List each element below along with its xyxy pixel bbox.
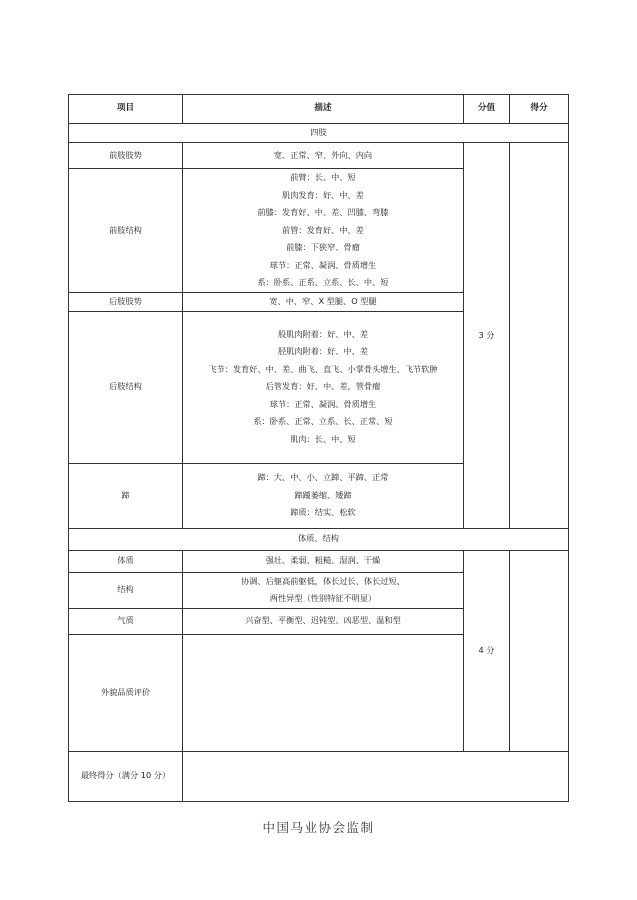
- row-description: [183, 311, 464, 463]
- final-score-row: [69, 751, 569, 801]
- description-line: 股肌肉附着：好、中、差: [277, 328, 369, 339]
- section-row: [69, 124, 569, 143]
- row-description: [183, 463, 464, 528]
- row-description: [183, 169, 464, 293]
- row-item: 气质: [69, 608, 183, 634]
- header-item: 项目: [69, 95, 183, 124]
- description-line: 飞节：发育好、中、差、曲飞、直飞、小掌骨头增生、飞节软肿: [208, 363, 438, 374]
- description-line: 后管发育：好、中、差，管骨瘤: [265, 381, 381, 392]
- evaluation-table: [68, 94, 569, 802]
- final-score-label: 最终得分（满分 10 分）: [69, 751, 183, 801]
- row-description: [183, 572, 464, 608]
- description-line: 宽、正常、窄、外向、内向: [273, 149, 373, 160]
- table-row: [69, 143, 569, 169]
- description-line: 强壮、柔弱、粗糙、湿润、干燥: [265, 555, 381, 566]
- description-line: 系：卧系、正常、立系、长、正常、短: [253, 416, 393, 427]
- header-description: 描述: [183, 95, 464, 124]
- description-line: 前管：发育好、中、差: [282, 224, 364, 235]
- description-line: 前臂：长、中、短: [290, 172, 356, 183]
- row-item: 外貌品质评价: [69, 634, 183, 751]
- description-line: 前膝：下狭窄、骨瘤: [286, 242, 360, 253]
- footer-supervisor: 中国马业协会监制: [262, 820, 375, 835]
- description-line: 肌肉发育：好、中、差: [282, 189, 364, 200]
- header-score: 得分: [510, 95, 569, 124]
- description-line: 蹄：大、中、小、立蹄、平蹄、正常: [257, 472, 389, 483]
- description-line: 蹄踵萎缩、矮蹄: [294, 489, 352, 500]
- section-row: [69, 528, 569, 550]
- section-title-limbs: 四肢: [69, 124, 569, 143]
- description-line: 蹄质：结实、松软: [290, 507, 356, 518]
- description-line: 协调、后躯高前躯低，体长过长、体长过短、: [241, 575, 405, 586]
- row-item: 结构: [69, 572, 183, 608]
- description-line: 宽、中、窄、X 型腿、O 型腿: [269, 296, 377, 306]
- description-line: 两性异型（性别特征不明显）: [269, 593, 377, 603]
- score-cell: [510, 143, 569, 529]
- header-row: [69, 95, 569, 124]
- description-line: 前膝：发育好、中、差、凹膝、弯膝: [257, 207, 389, 218]
- row-description: [183, 550, 464, 572]
- row-description-empty: [183, 634, 464, 751]
- description-line: 胫肌肉附着：好、中、差: [277, 346, 369, 357]
- row-item: 前肢结构: [69, 169, 183, 293]
- header-score-value: 分值: [464, 95, 510, 124]
- description-line: 系：卧系、正系、立系、长、中、短: [257, 277, 389, 288]
- table-row: [69, 550, 569, 572]
- section-points: 4 分: [464, 550, 510, 751]
- description-line: 肌肉：长、中、短: [290, 433, 356, 444]
- description-line: 球节：正常、凝润、骨质增生: [269, 398, 377, 409]
- description-line: 兴奋型、平衡型、迟钝型、凶恶型、温和型: [245, 615, 401, 626]
- row-item: 后肢结构: [69, 311, 183, 463]
- score-cell: [510, 550, 569, 751]
- row-item: 蹄: [69, 463, 183, 528]
- section-title-constitution: 体质、结构: [69, 528, 569, 550]
- row-item: 体质: [69, 550, 183, 572]
- row-item: 前肢肢势: [69, 143, 183, 169]
- row-item: 后肢肢势: [69, 293, 183, 312]
- row-description: [183, 293, 464, 312]
- row-description: [183, 608, 464, 634]
- section-points: 3 分: [464, 143, 510, 529]
- row-description: [183, 143, 464, 169]
- final-score-cell: [183, 751, 569, 801]
- description-line: 球节：正常、凝润、骨质增生: [269, 259, 377, 270]
